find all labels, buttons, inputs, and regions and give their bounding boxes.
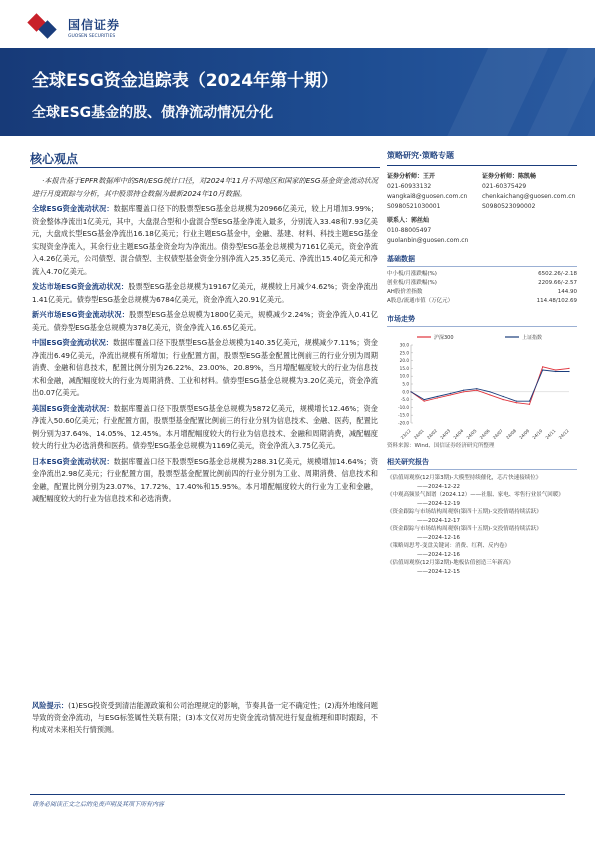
data-point [437, 396, 438, 397]
x-tick-label: 24/09 [518, 428, 531, 439]
data-point [542, 369, 543, 370]
related-list [387, 474, 577, 576]
data-point [476, 390, 477, 391]
paragraph-lead: 美国ESG资金流动状况： [32, 403, 114, 413]
y-tick-label: 15.0 [399, 365, 409, 371]
series-line [411, 367, 569, 405]
paragraph-lead: 中国ESG资金流动状况： [32, 338, 114, 347]
y-tick-label: -5.0 [400, 397, 409, 403]
data-point [463, 390, 464, 391]
x-tick-label: 24/11 [544, 428, 557, 439]
core-heading: 核心观点 [30, 152, 79, 166]
divider [30, 167, 380, 168]
analyst-role: 证券分析师：王开 [387, 173, 436, 180]
row-value: 144.90 [557, 289, 577, 295]
report-subtitle: 全球ESG基金的股、债净流动情况分化 [32, 105, 274, 121]
report-title: 全球ESG资金追踪表（2024年第十期） [32, 71, 339, 91]
analyst-cert: S0980521030001 [387, 203, 441, 210]
data-point [437, 397, 438, 398]
table-row [387, 279, 577, 288]
related-title: 《策略周思考-变盘关键词：消费、红利、反内卷》 [387, 543, 510, 549]
paragraph-japan [32, 456, 378, 506]
related-item[interactable] [387, 542, 577, 559]
sidebar [387, 150, 577, 576]
analyst-email[interactable]: wangkai8@guosen.com.cn [387, 193, 468, 200]
x-tick-label: 24/12 [557, 428, 570, 439]
footer-disclaimer: 请务必阅读正文之后的免责声明及其项下所有内容 [32, 801, 165, 808]
x-tick-label: 24/07 [491, 428, 504, 439]
footer-divider [30, 794, 565, 795]
related-title: 《中观高频景气图谱（2024.12）——社服、家电、零售行业景气回暖》 [387, 492, 564, 498]
related-date: ——2024-12-17 [417, 517, 460, 524]
paragraph-lead: 发达市场ESG资金流动状况： [32, 282, 129, 291]
related-heading: 相关研究报告 [387, 457, 577, 470]
data-point [529, 404, 530, 405]
data-point [516, 402, 517, 403]
related-item[interactable] [387, 525, 577, 542]
data-point [516, 401, 517, 402]
data-point [410, 391, 411, 392]
paragraph-lead: 全球ESG资金流动状况： [32, 204, 114, 213]
x-tick-label: 24/01 [412, 428, 425, 439]
x-tick-label: 23/12 [399, 428, 412, 439]
y-tick-label: -15.0 [398, 412, 409, 418]
related-title: 《估值周观察(12月第2期)-地板估值创造三年新高》 [387, 560, 514, 566]
contact-phone: 010-88005497 [387, 227, 432, 234]
x-tick-label: 24/06 [478, 428, 491, 439]
paragraph-lead: 日本ESG资金流动状况： [32, 456, 114, 466]
data-point [568, 371, 569, 372]
contact-email[interactable]: guolanbin@guosen.com.cn [387, 237, 469, 244]
basic-data-heading: 基础数据 [387, 254, 577, 267]
analyst-cert: S0980523090002 [482, 203, 536, 210]
related-title: 《资金跟踪与市场结构周观察(第四十五期)-交投情绪持续活跃》 [387, 526, 542, 532]
x-tick-label: 24/04 [452, 428, 465, 439]
related-date: ——2024-12-15 [417, 568, 460, 575]
analyst-phone: 021-60933132 [387, 183, 432, 190]
row-label: 中小板/月涨跌幅(%) [387, 271, 437, 277]
x-tick-label: 24/10 [531, 428, 544, 439]
analyst-item [387, 172, 482, 212]
brand-name: 国信证券 [68, 17, 121, 32]
x-tick-label: 24/02 [425, 428, 439, 439]
data-point [555, 371, 556, 372]
chart-source: 资料来源：Wind、国信证券经济研究所整理 [387, 443, 495, 449]
risk-lead: 风险提示： [32, 701, 69, 710]
related-item[interactable] [387, 491, 577, 508]
y-tick-label: -10.0 [398, 404, 409, 410]
related-title: 《资金跟踪与市场结构周观察(第四十五期)-交投情绪持续活跃》 [387, 509, 542, 515]
paragraph-text: 股票型ESG基金总规模为19167亿美元，规模较上月减少4.62%；资金净流出1.41亿美元。债券型ESG基金总规模为6784亿美元，资金净流入20.91亿美元。 [32, 282, 378, 304]
brand-logo [30, 14, 120, 40]
data-point [568, 368, 569, 369]
intro-paragraph: ·本报告基于EPFR数据库中的SRI/ESG统计口径，对2024年11月不同地区和国家的ESG基金资金流动状况进行月度跟踪与分析，其中股票持仓数据为最新2024年10月数据。 [32, 176, 378, 198]
data-point [542, 366, 543, 367]
related-item[interactable] [387, 474, 577, 491]
y-tick-label: 30.0 [399, 342, 409, 348]
row-label: AH股价差指数 [387, 289, 423, 295]
paragraph-text: 数据库覆盖口径下股票型ESG基金总规模为288.31亿美元，规模增加14.64%；资金净流出2.98亿美元；行业配置方面，股票型基金配置比例前四的行业分别为工业、周期消费、信息技术和金融，配置比例分别为23.07%、17.72%、17.40%和15.95%。本月增配幅度较大的行业为工业和金融，减配幅度较大的行业为信息技术和必选消费。 [32, 456, 378, 503]
related-title: 《估值周观察(12月第3期)-大模型持续催化，芯片快速接续位》 [387, 475, 542, 481]
table-row [387, 288, 577, 297]
related-item[interactable] [387, 508, 577, 525]
row-value: 2209.66/-2.57 [538, 280, 577, 286]
data-point [489, 391, 490, 392]
market-trend-heading: 市场走势 [387, 314, 577, 327]
related-date: ——2024-12-22 [417, 483, 460, 490]
related-date: ——2024-12-19 [417, 500, 460, 507]
trend-chart-svg [387, 331, 577, 439]
paragraph-us [32, 403, 378, 453]
y-tick-label: -20.0 [398, 420, 409, 426]
title-banner [0, 48, 595, 136]
brand-name-en: GUOSEN SECURITIES [68, 33, 116, 39]
brand-mark-icon [30, 14, 64, 40]
table-row [387, 270, 577, 279]
y-tick-label: 0.0 [402, 389, 409, 395]
paragraph-global [32, 203, 378, 278]
x-tick-label: 24/08 [504, 428, 518, 439]
analyst-email[interactable]: chenkaichang@guosen.com.cn [482, 193, 576, 200]
data-point [450, 394, 451, 395]
x-tick-label: 24/05 [465, 428, 478, 439]
data-point [503, 399, 504, 400]
analyst-phone: 021-60375429 [482, 183, 527, 190]
related-item[interactable] [387, 559, 577, 576]
x-tick-label: 24/03 [439, 428, 452, 439]
paragraph-lead: 新兴市场ESG资金流动状况： [32, 310, 130, 319]
row-value: 6502.26/-2.18 [538, 271, 577, 277]
data-point [489, 394, 490, 395]
analyst-list [387, 172, 577, 212]
row-label: 创业板/月涨跌幅(%) [387, 280, 437, 286]
paragraph-text: 股票型ESG基金总规模为1800亿美元，规模减少2.24%；资金净流入0.41亿美元。债券型ESG基金总规模为378亿美元，资金净流入16.65亿美元。 [32, 310, 378, 332]
data-point [503, 396, 504, 397]
core-body [32, 175, 378, 509]
row-label: A股总/流通市值（万亿元） [387, 298, 454, 304]
related-date: ——2024-12-16 [417, 534, 460, 541]
y-tick-label: 5.0 [402, 381, 409, 387]
y-tick-label: 25.0 [399, 350, 409, 356]
data-point [529, 401, 530, 402]
data-point [463, 391, 464, 392]
related-date: ——2024-12-16 [417, 551, 460, 558]
legend-label: 上证指数 [522, 335, 543, 341]
data-point [450, 393, 451, 394]
paragraph-text: 数据库覆盖口径下股票型ESG基金总规模为5872亿美元，规模增长12.46%；资金净流入50.60亿美元；行业配置方面，股票型基金配置比例前三的行业分别为信息技术、金融、医药，配置比例分别为37.64%、14.05%、12.45%。本月增配幅度较大的行业为信息技术、金融和周期消费，减配幅度较大的行业为必选消费和医药。债券型ESG基金总规模为1169亿美元，资金净流入3.75亿美元。 [32, 403, 378, 450]
y-tick-label: 20.0 [399, 358, 409, 364]
row-value: 114.48/102.69 [536, 298, 577, 304]
data-point [424, 399, 425, 400]
analyst-role: 证券分析师：陈凯畅 [482, 173, 537, 180]
series-line [411, 370, 569, 401]
risk-text: (1)ESG投资受到清洁能源政策和公司治理规定的影响，节奏具备一定不确定性；(2)海外地缘问题导致的资金净流动，与ESG标签属性关联有限；(3)本文仅对历史资金流动情况进行复盘梳理和即时跟踪，不构成对未来相关行情预测。 [32, 701, 378, 734]
contact-role: 联系人：郭丝灿 [387, 217, 430, 224]
paragraph-emerging [32, 309, 378, 334]
contact-item [387, 216, 577, 246]
paragraph-text: 数据库覆盖口径下股票型ESG基金总规模为140.35亿美元，规模减少7.11%；资金净流出6.49亿美元，净流出规模有所增加；行业配置方面，股票型ESG基金配置比例前三的行业分别为周期消费、金融和信息技术，配置比例分别为26.22%、23.00%、20.89%，当月增配幅度较大的行业为信息技术和金融，减配幅度较大的行业为周期消费、工业和材料。债券型ESG基金总规模为3.20亿美元，资金净流出0.07亿美元。 [32, 338, 378, 397]
data-point [555, 369, 556, 370]
risk-section [32, 700, 378, 736]
paragraph-developed [32, 281, 378, 306]
analyst-item [482, 172, 577, 212]
market-trend-chart [387, 331, 577, 439]
legend-label: 沪深300 [434, 335, 454, 341]
data-point [424, 401, 425, 402]
paragraph-china [32, 337, 378, 400]
basic-data-table [387, 270, 577, 306]
paragraph-text: 数据库覆盖口径下的股票型ESG基金总规模为20966亿美元，较上月增加3.99%；资金整体净流出1亿美元，其中，大盘混合型和小盘混合型ESG基金净流入最多，分别流入33.48和7.93亿美元，大盘成长型ESG基金净流出16.18亿美元；行业主题ESG基金中，金融、基建、材料、科技主题ESG基金实现资金净流入，其余行业主题ESG基金资金均为净流出。债券型ESG基金总规模为7161亿美元，资金净流入4.26亿美元，公司债型、混合债型、主权债型基金资金分别净流入25.35亿美元、净流出15.40亿美元和净流入4.70亿美元。 [32, 204, 378, 276]
category-heading: 策略研究·策略专题 [387, 150, 577, 166]
data-point [476, 388, 477, 389]
y-tick-label: 10.0 [399, 373, 409, 379]
table-row [387, 297, 577, 306]
